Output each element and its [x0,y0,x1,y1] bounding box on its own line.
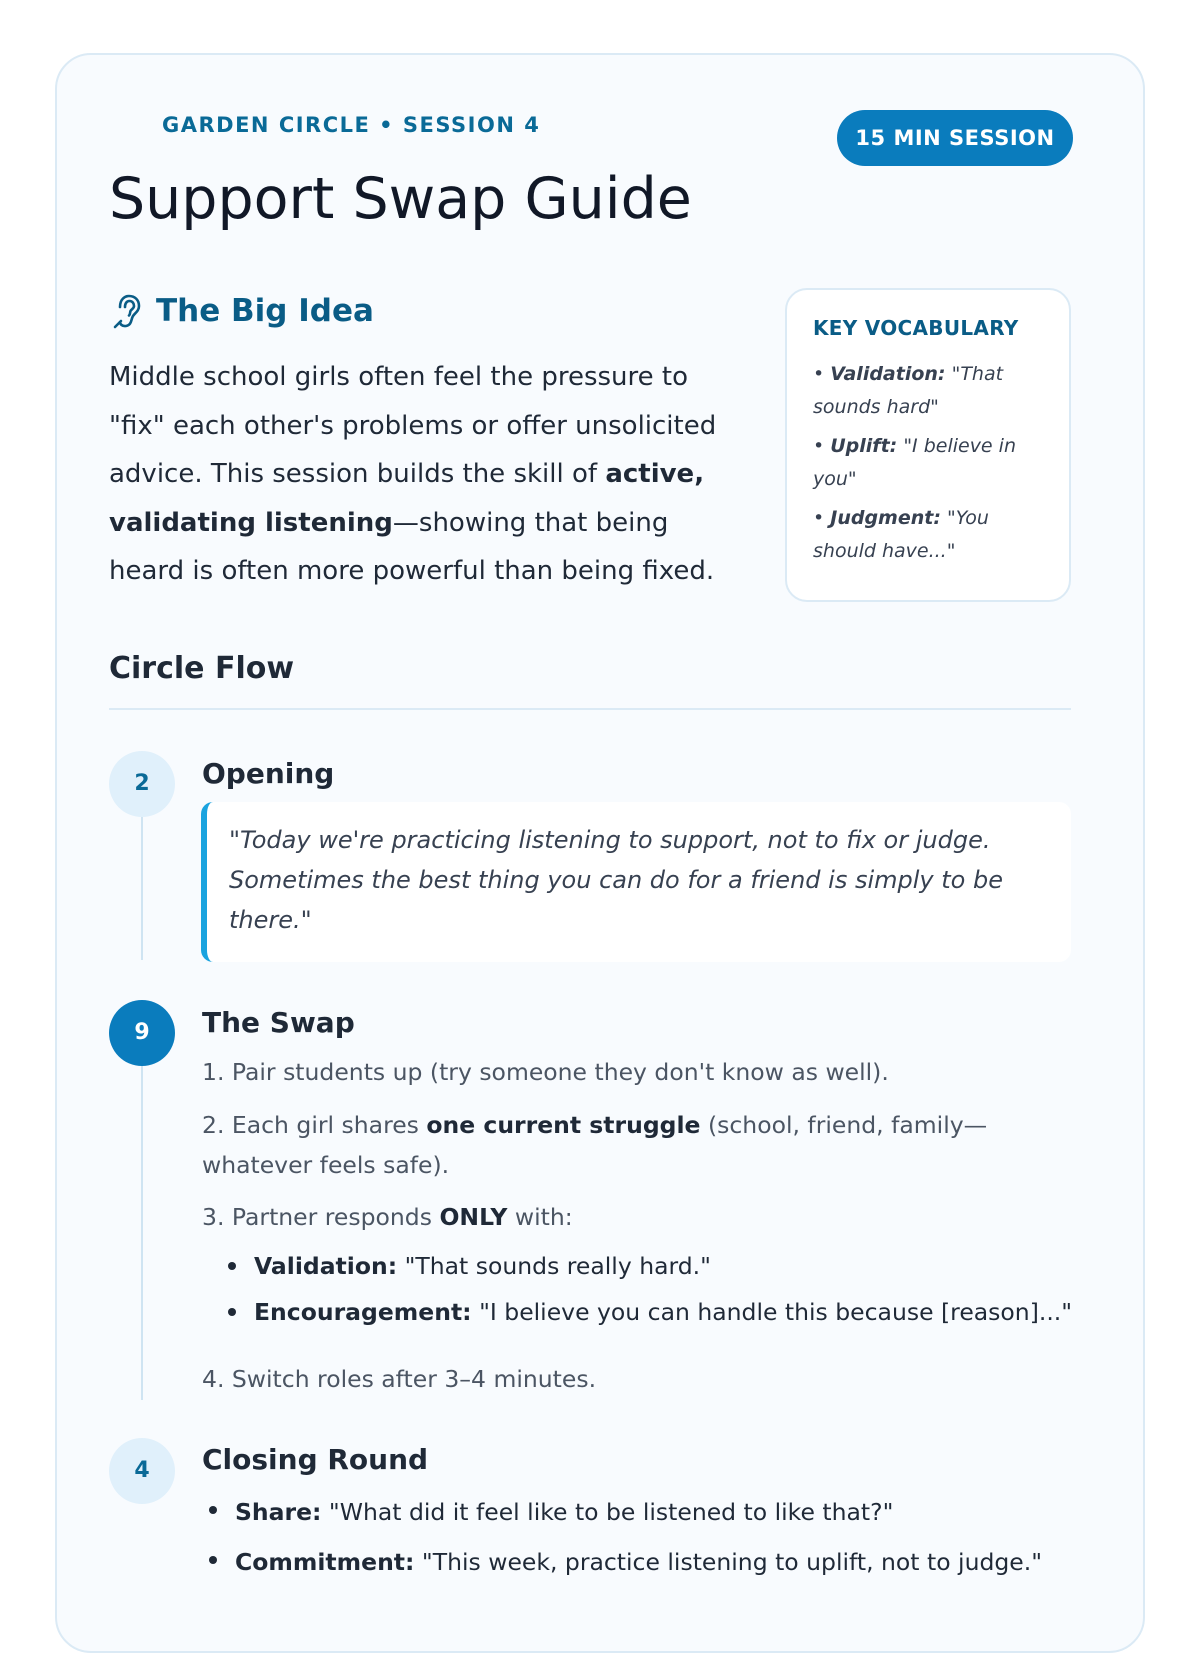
vocabulary-item: • Validation: "That sounds hard" [813,363,1004,418]
ear-icon [112,293,142,329]
vocabulary-box [785,288,1071,602]
session-eyebrow: GARDEN CIRCLE • SESSION 4 [162,113,541,137]
step-title-swap: The Swap [202,1006,355,1039]
page-title: Support Swap Guide [109,166,692,232]
big-idea-title: The Big Idea [156,293,374,329]
step-minutes-badge: 2 [109,751,175,817]
step-minutes-badge: 4 [109,1438,175,1504]
opening-script-quote: "Today we're practicing listening to support, not to fix or judge. Sometimes the best thing you can do for a friend is simply to be there." [201,802,1071,962]
circle-flow-title: Circle Flow [109,651,295,686]
swap-response-list [254,1243,1072,1335]
step-title-closing: Closing Round [202,1443,429,1476]
vocabulary-title: KEY VOCABULARY [813,316,1019,340]
timeline-rail [141,1065,143,1400]
step-title-opening: Opening [202,757,335,790]
list-item: Commitment: "This week, practice listening to uplift, not to judge." [235,1537,1042,1587]
list-item: Validation: "That sounds really hard." [254,1243,1072,1289]
step-minutes-badge: 9 [109,1000,175,1066]
list-item: Encouragement: "I believe you can handle this because [reason]..." [254,1289,1072,1335]
vocabulary-item: • Uplift: "I believe in you" [813,435,1016,490]
duration-badge: 15 MIN SESSION [837,110,1073,166]
divider [109,708,1071,710]
timeline-rail [141,815,143,960]
swap-instruction-3: 3. Partner responds ONLY with: [202,1203,573,1231]
big-idea-text: Middle school girls often feel the pressure to "fix" each other's problems or offer unsolicited advice. This session builds the skill of active, validating listening—showing that being heard is often more powerful than being fixed. [109,362,717,586]
swap-instruction-1: 1. Pair students up (try someone they don't know as well). [202,1058,889,1086]
vocabulary-item: • Judgment: "You should have..." [813,507,989,562]
swap-instruction-2: 2. Each girl shares one current struggle (school, friend, family—whatever feels safe). [202,1111,988,1179]
guide-card [55,53,1145,1653]
big-idea-emphasis: active, validating listening [109,459,705,538]
list-item: Share: "What did it feel like to be listened to like that?" [235,1487,1042,1537]
closing-list [235,1487,1042,1587]
big-idea-heading [112,293,374,329]
swap-instruction-4: 4. Switch roles after 3–4 minutes. [202,1365,597,1393]
